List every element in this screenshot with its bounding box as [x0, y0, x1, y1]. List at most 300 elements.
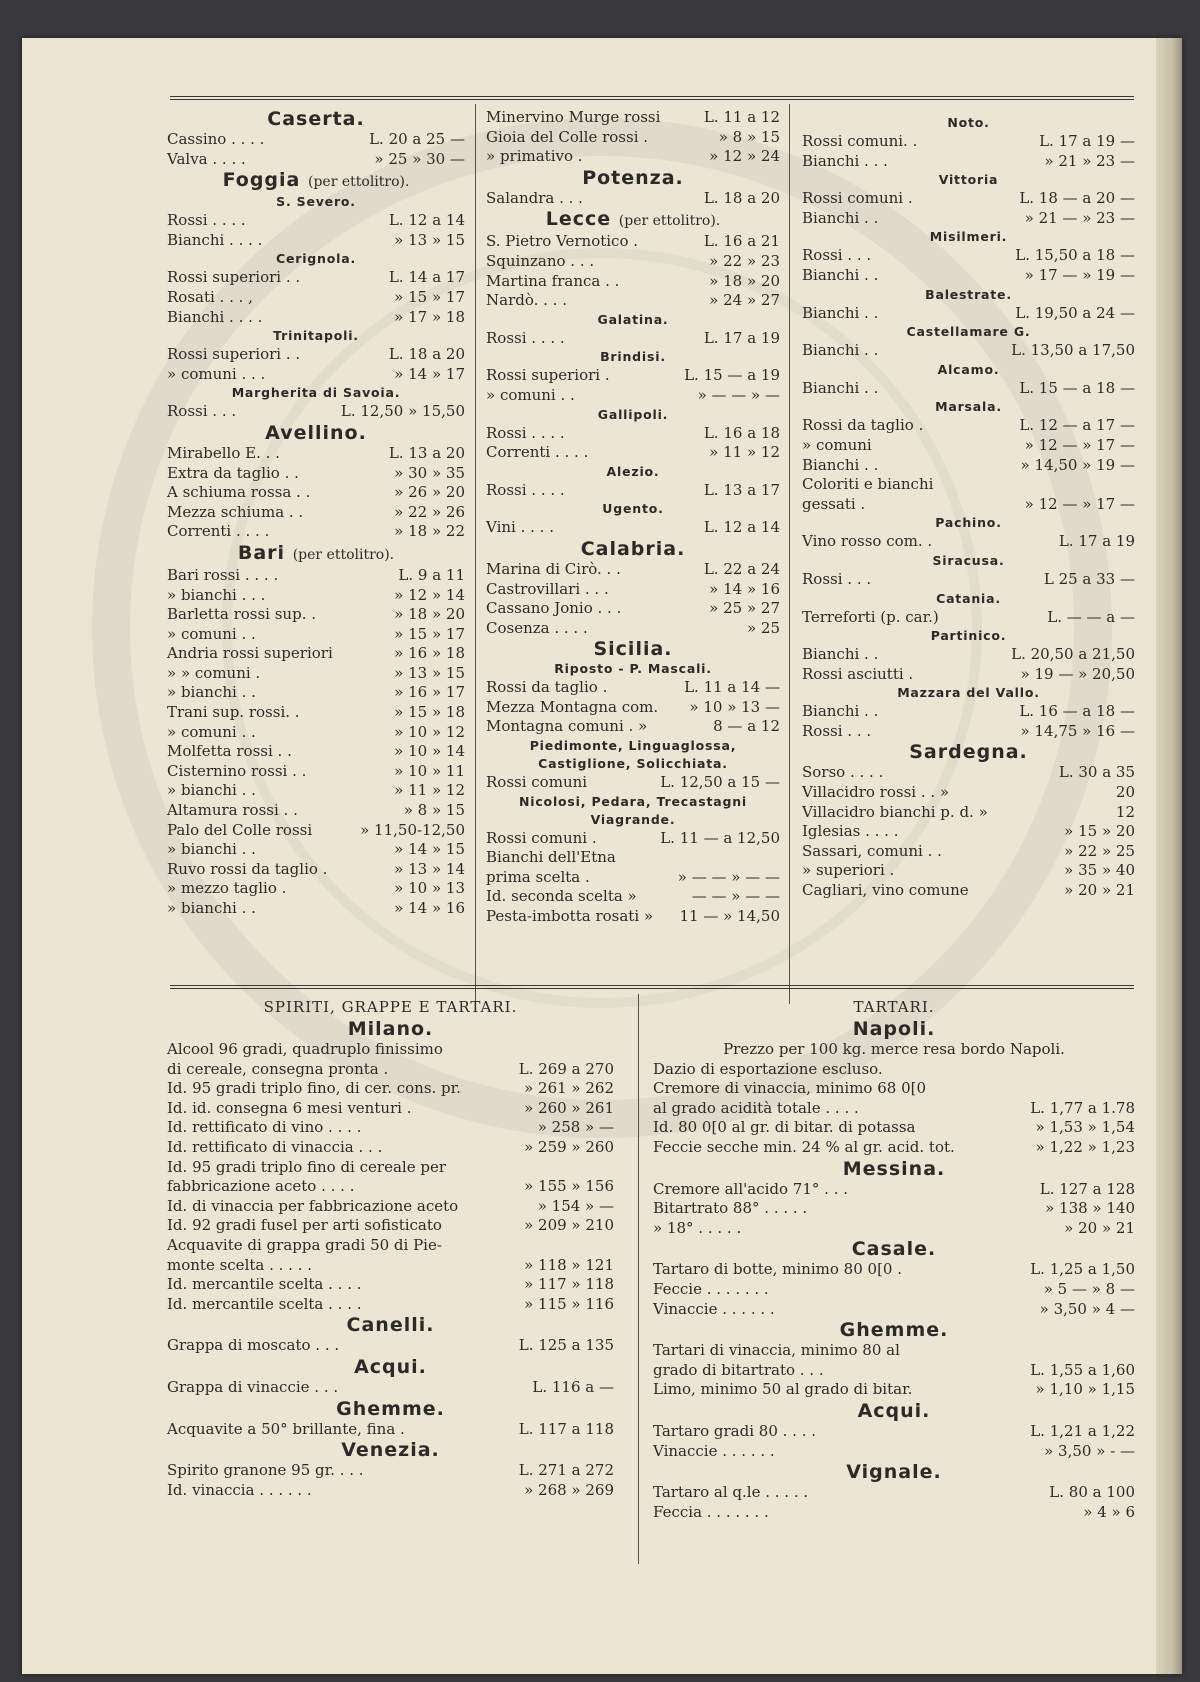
item-label: Bianchi dell'Etna — [486, 848, 616, 867]
item-label: Andria rossi superiori — [167, 644, 333, 663]
tartari-title: TARTARI. — [853, 998, 935, 1016]
region-heading: Casale. — [851, 1238, 937, 1261]
price-row — [486, 366, 780, 386]
item-label: Minervino Murge rossi — [486, 108, 661, 126]
town-heading: Brindisi. — [600, 349, 666, 365]
item-price: » 268 » 269 — [524, 1480, 614, 1499]
note-line: Prezzo per 100 kg. merce resa bordo Napoli. — [723, 1040, 1065, 1058]
region-heading: Acqui. — [354, 1355, 427, 1378]
item-label: Id. 92 gradi fusel per arti sofisticato — [167, 1216, 442, 1235]
region-heading: Napoli. — [852, 1018, 936, 1040]
price-row — [167, 860, 465, 880]
price-row — [167, 1336, 614, 1356]
item-label: » bianchi . . — [167, 781, 256, 800]
item-price: L. 17 a 19 — [703, 328, 780, 347]
price-row — [802, 456, 1135, 476]
item-label: Bianchi . . . . — [167, 230, 263, 249]
item-label: gessati . — [802, 494, 866, 513]
item-label: » comuni . . — [167, 624, 256, 643]
item-label: Coloriti e bianchi — [802, 475, 934, 494]
column-divider — [475, 104, 476, 1004]
item-price: » 10 » 11 — [394, 761, 465, 780]
item-price: 12 — [1115, 802, 1135, 821]
price-row — [167, 625, 465, 645]
price-row — [167, 899, 465, 919]
item-label: Bianchi . . — [802, 341, 879, 360]
item-label: Rossi comuni . — [802, 189, 913, 208]
item-price: » 11,50-12,50 — [360, 820, 465, 839]
region-heading: Sicilia. — [593, 638, 673, 661]
item-label: Cosenza . . . . — [486, 618, 588, 637]
price-row — [167, 1256, 614, 1276]
item-price: » 12 — » 17 — — [1024, 435, 1135, 454]
item-label: Trani sup. rossi. . — [167, 703, 300, 722]
town-heading: Cerignola. — [275, 251, 356, 267]
price-row — [486, 887, 780, 907]
item-label: S. Pietro Vernotico . — [486, 232, 639, 251]
price-row — [167, 683, 465, 703]
price-row — [167, 1099, 614, 1119]
town-heading: Misilmeri. — [929, 229, 1008, 245]
item-label: Grappa di vinaccie . . . — [167, 1377, 339, 1396]
item-label: Bianchi . . . — [802, 151, 888, 170]
item-label: Feccia . . . . . . . — [653, 1502, 769, 1521]
item-price: » 118 » 121 — [524, 1255, 614, 1274]
item-label: di cereale, consegna pronta . — [167, 1059, 389, 1078]
price-row — [486, 108, 780, 128]
town-heading: Castellamare G. — [906, 324, 1031, 340]
item-price: L. 9 a 11 — [398, 565, 465, 584]
price-row — [486, 717, 780, 737]
price-row — [802, 645, 1135, 665]
item-label: monte scelta . . . . . — [167, 1255, 313, 1274]
price-row — [653, 1079, 1135, 1099]
item-label: Castrovillari . . . — [486, 579, 609, 598]
price-row — [167, 1040, 614, 1060]
item-price: L. 1,21 a 1,22 — [1030, 1421, 1135, 1440]
item-label: Id. 80 0[0 al gr. di bitar. di potassa — [653, 1118, 916, 1137]
item-label: Id. mercantile scelta . . . . — [167, 1294, 362, 1313]
price-row — [802, 341, 1135, 361]
item-label: Bianchi . . — [802, 455, 879, 474]
item-label: Rosati . . . , — [167, 287, 253, 306]
item-label: Feccie secche min. 24 % al gr. acid. tot. — [653, 1137, 955, 1156]
item-label: Mezza Montagna com. — [486, 697, 659, 716]
price-row — [167, 130, 465, 150]
price-row — [802, 861, 1135, 881]
item-price: — — » — — — [691, 887, 780, 906]
top-rule — [170, 96, 1134, 97]
item-price: L. 12,50 a 15 — — [660, 773, 780, 792]
item-price: L. 116 a — — [532, 1377, 614, 1396]
item-label: Rossi . . . — [802, 246, 872, 265]
item-price: L 25 a 33 — — [1043, 569, 1135, 588]
item-price: L. 22 a 24 — [703, 559, 780, 578]
price-row — [486, 868, 780, 888]
item-label: Rossi superiori . . — [167, 268, 301, 287]
price-row — [486, 599, 780, 619]
item-label: Bianchi . . — [802, 645, 879, 664]
item-label: » mezzo taglio . — [167, 879, 287, 898]
top-rule-2 — [170, 99, 1134, 100]
region-heading: Acqui. — [857, 1399, 931, 1422]
item-label: Terreforti (p. car.) — [802, 607, 939, 626]
price-row — [167, 742, 465, 762]
item-label: Palo del Colle rossi — [167, 820, 313, 839]
middle-rule — [170, 985, 1134, 986]
price-row — [167, 1481, 614, 1501]
price-row — [802, 608, 1135, 628]
item-price: » 25 » 27 — [709, 599, 780, 618]
item-label: Vino rosso com. . — [802, 532, 933, 551]
item-price: » 15 » 18 — [394, 703, 465, 722]
item-label: Sorso . . . . — [802, 763, 884, 782]
item-price: L. 12 a 14 — [703, 518, 780, 537]
item-price: » 10 » 13 — — [689, 697, 780, 716]
item-price: L. 30 a 35 — [1058, 763, 1135, 782]
item-price: L. 14 a 17 — [388, 268, 465, 287]
item-price: » 30 » 35 — [394, 463, 465, 482]
column-divider — [789, 104, 790, 1004]
price-row — [802, 803, 1135, 823]
item-price: » 209 » 210 — [524, 1216, 614, 1235]
region-heading: Ghemme. — [336, 1397, 445, 1420]
item-price: L. 16 a 21 — [703, 232, 780, 251]
price-row — [653, 1260, 1135, 1280]
item-price: » 14 » 15 — [394, 840, 465, 859]
price-row — [167, 1118, 614, 1138]
item-label: Id. rettificato di vinaccia . . . — [167, 1137, 383, 1156]
item-label: » comuni . . — [486, 385, 575, 404]
item-label: Bianchi . . — [802, 378, 879, 397]
item-price: L. 12 a 14 — [388, 211, 465, 230]
town-heading: S. Severo. — [276, 194, 356, 210]
item-label: » » comuni . — [167, 663, 261, 682]
item-price: » 3,50 » - — — [1044, 1441, 1135, 1460]
town-heading: Ugento. — [602, 501, 664, 517]
price-row — [486, 252, 780, 272]
town-heading: Gallipoli. — [597, 406, 669, 422]
price-row — [653, 1422, 1135, 1442]
item-label: Id. mercantile scelta . . . . — [167, 1275, 362, 1294]
region-heading: Lecce (per ettolitro). — [545, 208, 721, 231]
item-price: L. 18 a 20 — [388, 345, 465, 364]
item-price: » 21 » 23 — — [1044, 151, 1135, 170]
price-row — [486, 291, 780, 311]
item-price: L. 1,77 a 1.78 — [1030, 1098, 1135, 1117]
item-label: Mirabello E. . . — [167, 443, 280, 462]
price-row — [486, 386, 780, 406]
item-price: » 14 » 16 — [394, 899, 465, 917]
item-label: fabbricazione aceto . . . . — [167, 1177, 355, 1196]
item-price: L. 125 a 135 — [518, 1336, 614, 1355]
item-label: Rossi . . . . — [486, 480, 565, 499]
item-price: » 10 » 12 — [394, 722, 465, 741]
price-row — [167, 1378, 614, 1398]
region-heading: Bari (per ettolitro). — [237, 541, 395, 564]
price-row — [167, 703, 465, 723]
item-price: » 22 » 26 — [394, 502, 465, 521]
price-row — [653, 1180, 1135, 1200]
item-label: al grado acidità totale . . . . — [653, 1098, 859, 1117]
item-price: » 24 » 27 — [709, 291, 780, 310]
region-heading: Ghemme. — [839, 1319, 949, 1342]
price-row — [653, 1138, 1135, 1158]
item-price: L. 20 a 25 — — [369, 130, 465, 148]
price-row — [486, 189, 780, 209]
price-row — [167, 801, 465, 821]
town-heading: Alcamo. — [937, 361, 1000, 377]
item-price: L. 16 a 18 — [703, 423, 780, 442]
town-heading: Partinico. — [930, 628, 1007, 644]
price-row — [167, 1079, 614, 1099]
town-heading: Balestrate. — [925, 286, 1012, 302]
price-row — [167, 150, 465, 170]
price-row — [167, 1138, 614, 1158]
price-row — [486, 147, 780, 167]
item-label: Rossi . . . . — [167, 211, 246, 230]
region-heading: Calabria. — [580, 537, 686, 560]
price-row — [653, 1099, 1135, 1119]
price-row — [167, 444, 465, 464]
item-price: L. 11 a 12 — [703, 108, 780, 126]
price-row — [167, 268, 465, 288]
item-price: » 12 » 24 — [709, 147, 780, 166]
item-label: Id. id. consegna 6 mesi venturi . — [167, 1098, 412, 1117]
price-row — [486, 829, 780, 849]
price-row — [486, 580, 780, 600]
item-price: » 22 » 25 — [1064, 841, 1135, 860]
town-heading: Galatina. — [597, 311, 669, 327]
price-row — [486, 443, 780, 463]
town-heading: Nicolosi, Pedara, Trecastagni — [519, 793, 747, 809]
item-label: » bianchi . . — [167, 899, 256, 917]
item-label: Grappa di moscato . . . — [167, 1336, 340, 1355]
item-label: Barletta rossi sup. . — [167, 605, 317, 624]
item-label: prima scelta . — [486, 867, 590, 886]
price-row — [167, 664, 465, 684]
price-row — [486, 272, 780, 292]
item-price: » 13 » 15 — [394, 663, 465, 682]
item-price: » 35 » 40 — [1064, 861, 1135, 880]
item-price: » 258 » — — [537, 1118, 614, 1137]
spiriti-title: SPIRITI, GRAPPE E TARTARI. — [263, 998, 518, 1016]
price-row — [167, 503, 465, 523]
item-label: Vini . . . . — [486, 518, 554, 537]
price-column-2 — [486, 108, 780, 927]
page-edge — [1156, 38, 1182, 1674]
price-row — [802, 416, 1135, 436]
item-label: Rossi comuni. . — [802, 132, 918, 150]
item-price: L. 269 a 270 — [518, 1059, 614, 1078]
item-label: Cassino . . . . — [167, 130, 265, 148]
item-label: » bianchi . . — [167, 840, 256, 859]
price-row — [802, 665, 1135, 685]
price-row — [486, 560, 780, 580]
price-row — [167, 211, 465, 231]
item-price: » 1,53 » 1,54 — [1035, 1118, 1135, 1137]
item-price: » 15 » 20 — [1064, 822, 1135, 841]
town-heading: Vittoria — [938, 172, 999, 188]
item-price: L. 1,25 a 1,50 — [1030, 1260, 1135, 1279]
item-price: » 5 — » 8 — — [1043, 1279, 1135, 1298]
price-row — [802, 763, 1135, 783]
item-label: Tartaro di botte, minimo 80 0[0 . — [653, 1260, 902, 1279]
item-price: » 25 — [746, 618, 780, 637]
item-price: L. 13 a 17 — [703, 480, 780, 499]
price-row — [802, 842, 1135, 862]
region-heading: Milano. — [347, 1018, 434, 1040]
region-heading: Potenza. — [582, 166, 684, 189]
price-row — [653, 1361, 1135, 1381]
price-row — [653, 1442, 1135, 1462]
item-label: Cassano Jonio . . . — [486, 599, 622, 618]
price-column-1 — [167, 108, 465, 919]
item-price: L. 15 — a 19 — [684, 366, 780, 385]
region-heading: Caserta. — [267, 108, 365, 130]
item-price: L. — — a — — [1047, 607, 1135, 626]
price-row — [486, 232, 780, 252]
item-label: A schiuma rossa . . — [167, 483, 311, 502]
item-price: L. 11 — a 12,50 — [660, 828, 780, 847]
item-label: Rossi comuni — [486, 773, 588, 792]
price-column-3 — [802, 114, 1135, 901]
price-row — [167, 1295, 614, 1315]
item-price: » 18 » 20 — [709, 271, 780, 290]
item-price: L. 12 — a 17 — — [1019, 416, 1135, 435]
item-label: » superiori . — [802, 861, 895, 880]
price-row — [802, 152, 1135, 172]
price-row — [486, 518, 780, 538]
price-row — [653, 1300, 1135, 1320]
item-label: Rossi da taglio . — [486, 678, 608, 697]
price-row — [802, 132, 1135, 152]
price-row — [167, 762, 465, 782]
item-label: Salandra . . . — [486, 188, 583, 207]
item-price: » 14 » 16 — [709, 579, 780, 598]
item-price: » 12 » 14 — [394, 585, 465, 604]
item-label: Tartari di vinaccia, minimo 80 al — [653, 1341, 900, 1360]
region-heading: Sardegna. — [909, 741, 1028, 764]
item-price: » 1,10 » 1,15 — [1035, 1380, 1135, 1399]
price-row — [486, 678, 780, 698]
town-heading: Riposto - P. Mascali. — [554, 661, 712, 677]
item-price: L. 271 a 272 — [518, 1461, 614, 1480]
town-heading: Castiglione, Solicchiata. — [538, 756, 728, 772]
price-row — [167, 1461, 614, 1481]
item-price: L. 18 a 20 — [703, 188, 780, 207]
price-row — [653, 1341, 1135, 1361]
item-price: » 138 » 140 — [1045, 1199, 1135, 1218]
item-price: » 11 » 12 — [394, 781, 465, 800]
town-heading: Viagrande. — [590, 811, 676, 827]
region-heading: Foggia (per ettolitro). — [222, 169, 410, 192]
item-label: Alcool 96 gradi, quadruplo finissimo — [167, 1040, 443, 1058]
item-price: L. 18 — a 20 — — [1019, 189, 1135, 208]
region-heading: Messina. — [842, 1157, 946, 1180]
price-row — [802, 881, 1135, 901]
item-label: Dazio di esportazione escluso. — [653, 1059, 883, 1078]
item-label: Correnti . . . . — [167, 522, 270, 541]
item-label: Pesta-imbotta rosati » — [486, 907, 654, 926]
item-price: » 13 » 14 — [394, 859, 465, 878]
price-row — [802, 702, 1135, 722]
region-heading: Vignale. — [846, 1461, 942, 1484]
price-row — [486, 848, 780, 868]
item-price: » 10 » 14 — [394, 742, 465, 761]
item-price: L. 13 a 20 — [388, 443, 465, 462]
document-page — [22, 38, 1182, 1674]
price-row — [167, 365, 465, 385]
item-price: » 154 » — — [537, 1196, 614, 1215]
item-price: » 16 » 18 — [394, 644, 465, 663]
item-label: Villacidro rossi . . » — [802, 783, 950, 802]
item-label: » comuni . . . — [167, 364, 266, 383]
item-label: Vinaccie . . . . . . — [653, 1441, 775, 1460]
town-heading: Mazzara del Vallo. — [897, 685, 1040, 701]
price-row — [167, 1216, 614, 1236]
town-heading: Piedimonte, Linguaglossa, — [529, 738, 737, 754]
price-row — [653, 1503, 1135, 1523]
item-label: Martina franca . . — [486, 271, 620, 290]
item-label: Rossi . . . — [167, 402, 237, 421]
item-label: Rossi . . . . — [486, 423, 565, 442]
item-label: » bianchi . . . — [167, 585, 266, 604]
town-heading: Siracusa. — [932, 552, 1005, 568]
item-price: » 18 » 20 — [394, 605, 465, 624]
item-price: L. 127 a 128 — [1039, 1179, 1135, 1198]
item-price: » 4 » 6 — [1083, 1502, 1135, 1521]
price-row — [802, 532, 1135, 552]
price-row — [167, 464, 465, 484]
price-row — [802, 495, 1135, 515]
item-label: Gioia del Colle rossi . — [486, 127, 649, 146]
item-price: » 260 » 261 — [524, 1098, 614, 1117]
item-price: L. 15,50 a 18 — — [1015, 246, 1135, 265]
item-label: Vinaccie . . . . . . — [653, 1299, 775, 1318]
price-row — [802, 722, 1135, 742]
item-price: » 10 » 13 — [394, 879, 465, 898]
item-label: Iglesias . . . . — [802, 822, 899, 841]
price-row — [653, 1483, 1135, 1503]
price-row — [486, 698, 780, 718]
item-price: L. 11 a 14 — — [684, 678, 780, 697]
price-row — [802, 246, 1135, 266]
item-price: » 22 » 23 — [709, 251, 780, 270]
item-label: Feccie . . . . . . . — [653, 1279, 769, 1298]
price-row — [802, 209, 1135, 229]
item-label: Bianchi . . — [802, 702, 879, 721]
town-heading: Pachino. — [935, 515, 1002, 531]
price-row — [802, 475, 1135, 495]
item-label: Cremore di vinaccia, minimo 68 0[0 — [653, 1079, 927, 1098]
item-price: » 15 » 17 — [394, 624, 465, 643]
price-row — [167, 723, 465, 743]
item-label: Rossi asciutti . — [802, 664, 914, 683]
price-row — [802, 189, 1135, 209]
price-row — [167, 781, 465, 801]
item-label: Id. 95 gradi triplo fino, di cer. cons. pr. — [167, 1079, 461, 1098]
item-label: Id. 95 gradi triplo fino di cereale per — [167, 1157, 446, 1176]
region-heading: Canelli. — [346, 1314, 435, 1337]
price-row — [802, 304, 1135, 324]
price-row — [802, 379, 1135, 399]
price-row — [802, 783, 1135, 803]
item-price: L. 17 a 19 — [1058, 532, 1135, 551]
town-heading: Alezio. — [606, 463, 660, 479]
item-label: Spirito granone 95 gr. . . . — [167, 1461, 364, 1480]
item-price: » 19 — » 20,50 — [1020, 664, 1135, 683]
